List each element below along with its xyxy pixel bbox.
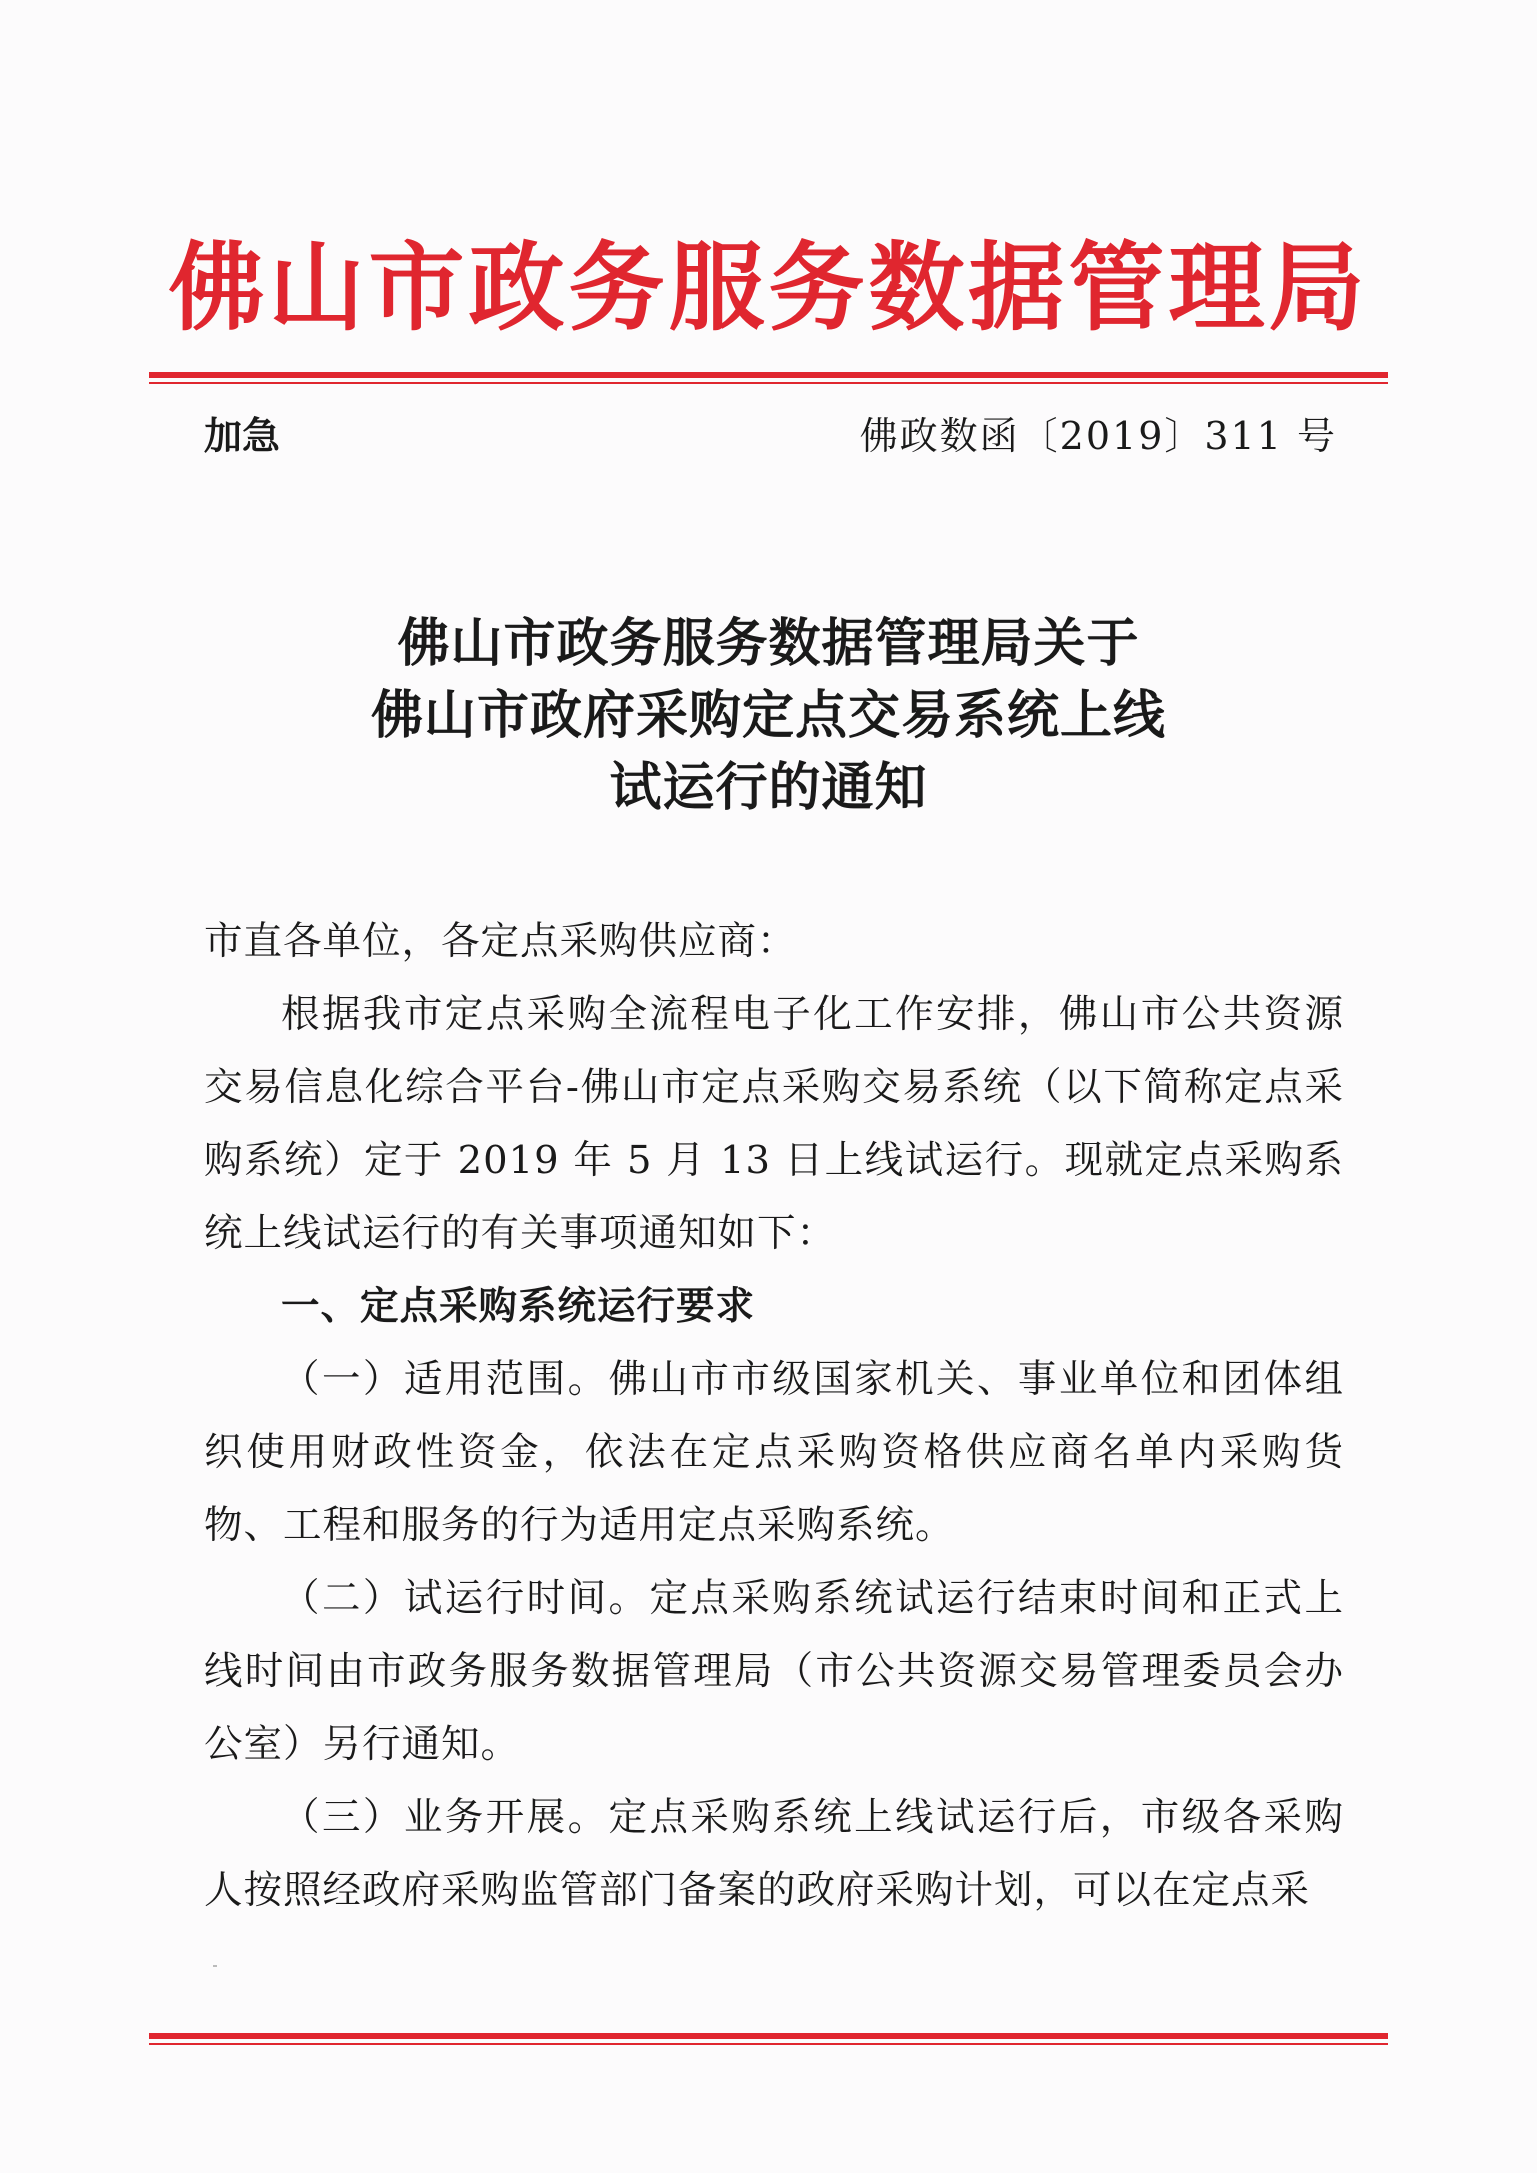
- document-body: [204, 905, 1344, 1927]
- urgency-label: 加急: [204, 414, 281, 458]
- agency-letterhead-title: 佛山市政务服务数据管理局: [168, 232, 1369, 344]
- document-title: [0, 608, 1537, 824]
- footer-rule: [149, 2033, 1388, 2045]
- item-business: （三）业务开展。定点采购系统上线试运行后，市级各采购人按照经政府采购监管部门备案的政府采购计划，可以在定点采: [204, 1795, 1344, 1913]
- salutation: 市直各单位，各定点采购供应商：: [204, 919, 797, 964]
- letterhead-top-rule: [149, 372, 1388, 384]
- document-title-line-1: 佛山市政务服务数据管理局关于: [397, 614, 1140, 674]
- scan-mark: [213, 1965, 217, 1967]
- document-title-line-2: 佛山市政府采购定点交易系统上线: [370, 686, 1166, 746]
- item-scope: （一）适用范围。佛山市市级国家机关、事业单位和团体组织使用财政性资金，依法在定点采购资格供应商名单内采购货物、工程和服务的行为适用定点采购系统。: [204, 1357, 1344, 1548]
- item-trial-period: （二）试运行时间。定点采购系统试运行结束时间和正式上线时间由市政务服务数据管理局（市公共资源交易管理委员会办公室）另行通知。: [204, 1576, 1344, 1767]
- section-heading-1: 一、定点采购系统运行要求: [281, 1284, 756, 1329]
- document-title-line-3: 试运行的通知: [609, 758, 928, 818]
- document-number: 佛政数函〔2019〕311 号: [859, 414, 1337, 458]
- intro-paragraph: 根据我市定点采购全流程电子化工作安排，佛山市公共资源交易信息化综合平台-佛山市定点采购交易系统（以下简称定点采购系统）定于 2019 年 5 月 13 日上线试运行。现就定点采购系统上线试运行的有关事项通知如下：: [204, 992, 1344, 1256]
